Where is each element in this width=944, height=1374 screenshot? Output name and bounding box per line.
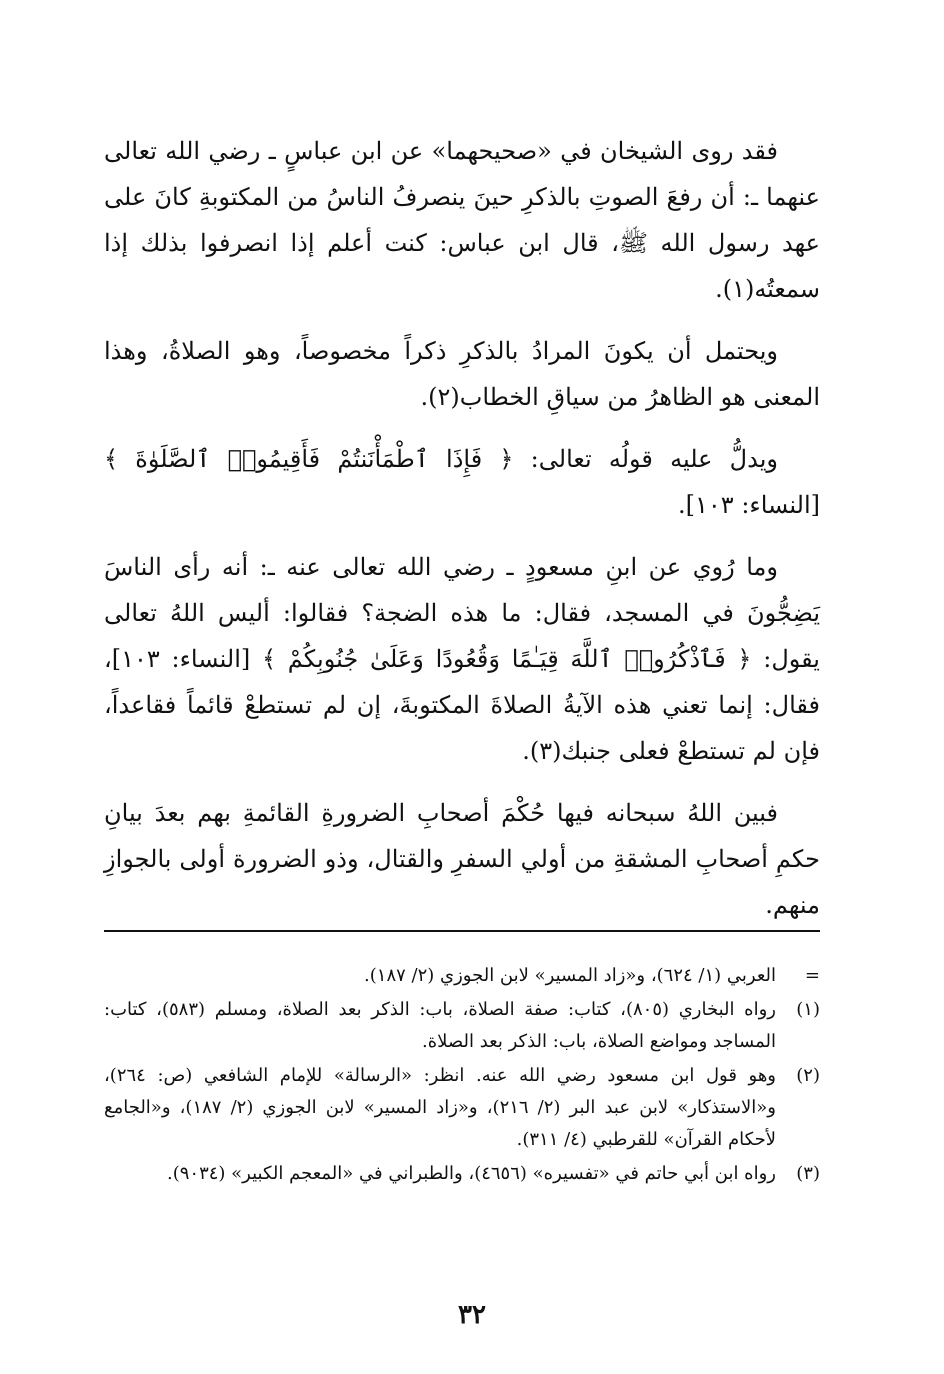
paragraph-2: ويحتمل أن يكونَ المرادُ بالذكرِ ذكراً مخصوصاً، وهو الصلاةُ، وهذا المعنى هو الظاهرُ من سياقِ الخطاب(٢). <box>104 337 820 411</box>
footnote-2 <box>104 1060 820 1156</box>
footnote-marker: (١) <box>796 999 820 1020</box>
footnote-1 <box>104 994 820 1058</box>
footnote-divider <box>104 930 820 932</box>
footnotes <box>104 960 820 1192</box>
main-body <box>104 128 820 928</box>
footnote-marker: (٣) <box>796 1163 820 1184</box>
paragraph-1: فقد روى الشيخان في «صحيحهما» عن ابن عباسٍ ـ رضي الله تعالى عنهما ـ: أن رفعَ الصوتِ بالذكرِ حينَ ينصرفُ الناسُ من المكتوبةِ كانَ على عهد رسول الله ﷺ، قال ابن عباس: كنت أعلم إذا انصرفوا بذلك إذا سمعتُه(١). <box>104 137 820 303</box>
footnote-text: العربي (١/ ٦٢٤)، و«زاد المسير» لابن الجوزي (٢/ ١٨٧). <box>364 965 776 986</box>
footnote-text: وهو قول ابن مسعود رضي الله عنه. انظر: «الرسالة» للإمام الشافعي (ص: ٢٦٤)، و«الاستذكار» لابن عبد البر (٢/ ٢١٦)، و«زاد المسير» لابن الجوزي (٢/ ١٨٧)، و«الجامع لأحكام القرآن» للقرطبي (٤/ ٣١١). <box>104 1065 776 1150</box>
footnote-text: رواه ابن أبي حاتم في «تفسيره» (٤٦٥٦)، والطبراني في «المعجم الكبير» (٩٠٣٤). <box>166 1163 776 1184</box>
paragraph-3-verse: ويدلُّ عليه قولُه تعالى: ﴿ فَإِذَا ٱطْمَأْنَنتُمْ فَأَقِيمُوا۟ ٱلصَّلَوٰةَ ﴾ [النساء: ١٠٣]. <box>104 445 820 519</box>
page-number: ٣٢ <box>458 1300 486 1330</box>
paragraph-5: فبين اللهُ سبحانه فيها حُكْمَ أصحابِ الضرورةِ القائمةِ بهم بعدَ بيانِ حكمِ أصحابِ المشقةِ من أولي السفرِ والقتال، وذو الضرورة أولى بالجوازِ منهم. <box>104 799 820 919</box>
footnote-marker: (٢) <box>796 1065 820 1086</box>
footnote-continuation <box>104 960 820 992</box>
footnote-text: رواه البخاري (٨٠٥)، كتاب: صفة الصلاة، باب: الذكر بعد الصلاة، ومسلم (٥٨٣)، كتاب: المساجد ومواضع الصلاة، باب: الذكر بعد الصلاة. <box>104 999 776 1052</box>
footnote-3 <box>104 1158 820 1190</box>
main-text <box>104 128 820 928</box>
paragraph-4: وما رُوي عن ابنِ مسعودٍ ـ رضي الله تعالى عنه ـ: أنه رأى الناسَ يَضِجُّونَ في المسجد، فقال: ما هذه الضجة؟ فقالوا: أليس اللهُ تعالى يقول: ﴿ فَٱذْكُرُوا۟ ٱللَّهَ قِيَـٰمًا وَقُعُودًا وَعَلَىٰ جُنُوبِكُمْ ﴾ [النساء: ١٠٣]، فقال: إنما تعني هذه الآيةُ الصلاةَ المكتوبةَ، إن لم تستطعْ قائماً فقاعداً، فإن لم تستطعْ فعلى جنبك(٣). <box>104 553 820 765</box>
footnote-marker: = <box>804 965 820 986</box>
